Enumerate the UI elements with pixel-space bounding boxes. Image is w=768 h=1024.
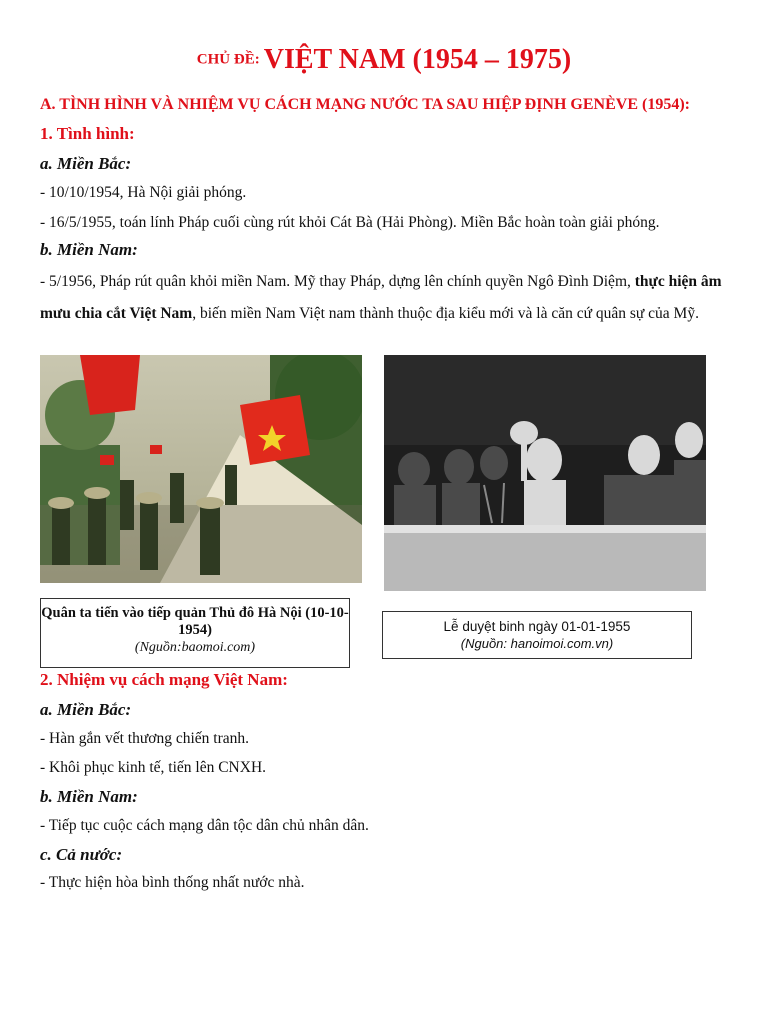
- title-prefix: CHỦ ĐỀ:: [196, 51, 260, 68]
- part2-heading: 2. Nhiệm vụ cách mạng Việt Nam:: [40, 670, 288, 689]
- part2-south-heading: b. Miền Nam:: [40, 787, 138, 806]
- part1-south-heading: b. Miền Nam:: [40, 240, 138, 259]
- part2-whole-heading: c. Cả nước:: [40, 845, 123, 864]
- photo-troops-hanoi: [40, 355, 362, 583]
- figure-caption-1-text: Quân ta tiến vào tiếp quản Thủ đô Hà Nội (10-10-1954): [41, 605, 349, 638]
- paragraph-text-end: , biến miền Nam Việt nam thành thuộc địa kiểu mới và là căn cứ quân sự của Mỹ.: [192, 305, 699, 322]
- part1-north-line-1: - 10/10/1954, Hà Nội giải phóng.: [40, 184, 247, 201]
- photo-parade-1955: [384, 355, 706, 591]
- part1-north-line-2: - 16/5/1955, toán lính Pháp cuối cùng rút khỏi Cát Bà (Hải Phòng). Miền Bắc hoàn toàn giải phóng.: [40, 214, 660, 231]
- part2-north-line-2: - Khôi phục kinh tế, tiến lên CNXH.: [40, 759, 267, 776]
- figure-caption-2-source: (Nguồn: hanoimoi.com.vn): [460, 636, 614, 651]
- part2-whole-line-1: - Thực hiện hòa bình thống nhất nước nhà.: [40, 874, 305, 891]
- part1-south-paragraph: [40, 266, 730, 330]
- part2-north-line-1: - Hàn gắn vết thương chiến tranh.: [40, 730, 249, 747]
- page-title: [0, 44, 768, 76]
- part1-heading: 1. Tình hình:: [40, 124, 135, 143]
- paragraph-text-start: - 5/1956, Pháp rút quân khỏi miền Nam. Mỹ thay Pháp, dựng lên chính quyền Ngô Đình Diệm,: [40, 273, 635, 290]
- title-main: VIỆT NAM (1954 – 1975): [263, 44, 572, 75]
- paragraph-text-bold: thực hiện âm mưu chia cắt Việt Nam: [40, 273, 722, 322]
- figure-caption-1-source: (Nguồn:baomoi.com): [134, 640, 256, 655]
- part2-north-heading: a. Miền Bắc:: [40, 700, 132, 719]
- part2-south-line-1: - Tiếp tục cuộc cách mạng dân tộc dân chủ nhân dân.: [40, 817, 369, 834]
- figure-caption-1: [40, 598, 350, 668]
- section-a-heading: A. TÌNH HÌNH VÀ NHIỆM VỤ CÁCH MẠNG NƯỚC TA SAU HIỆP ĐỊNH GENÈVE (1954):: [40, 96, 690, 113]
- figure-caption-2: [382, 611, 692, 659]
- figure-caption-2-text: Lễ duyệt binh ngày 01-01-1955: [443, 619, 631, 634]
- part1-north-heading: a. Miền Bắc:: [40, 154, 132, 173]
